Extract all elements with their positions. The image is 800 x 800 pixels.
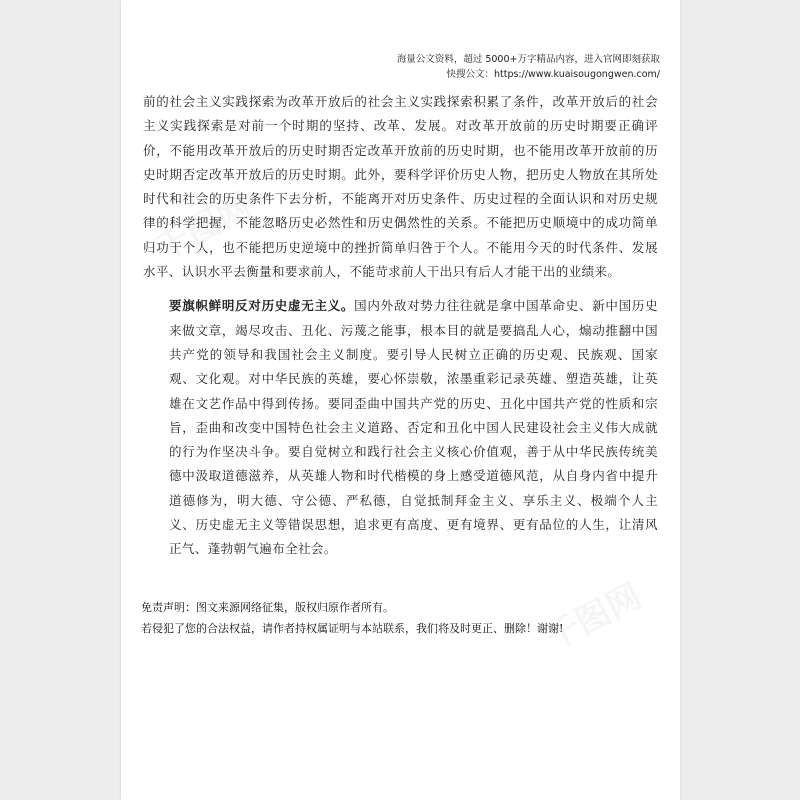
document-page	[121, 0, 680, 800]
document-body	[143, 90, 658, 562]
paragraph-2-body: 国内外敌对势力往往就是拿中国革命史、新中国历史来做文章，竭尽攻击、丑化、污蔑之能事，根本目的就是要搞乱人心，煽动推翻中国共产党的领导和我国社会主义制度。要引导人民树立正确的历史观、民族观、国家观、文化观。对中华民族的英雄，要心怀崇敬，浓墨重彩记录英雄、塑造英雄，让英雄在文艺作品中得到传扬。要同歪曲中国共产党的历史、丑化中国共产党的性质和宗旨，歪曲和改变中国特色社会主义道路、否定和丑化中国人民建设社会主义伟大成就的行为作坚决斗争。要自觉树立和践行社会主义核心价值观，善于从中华民族传统美德中汲取道德滋养，从英雄人物和时代楷模的身上感受道德风范，从自身内省中提升道德修为，明大德、守公德、严私德，自觉抵制拜金主义、享乐主义、极端个人主义、历史虚无主义等错误思想，追求更有高度、更有境界、更有品位的人生，让清风正气、蓬勃朝气遍布全社会。	[169, 298, 658, 557]
disclaimer	[141, 597, 661, 639]
paragraph-2	[143, 294, 658, 561]
paragraph-1: 前的社会主义实践探索为改革开放后的社会主义实践探索积累了条件，改革开放后的社会主义实践探索是对前一个时期的坚持、改革、发展。对改革开放前的历史时期要正确评价，不能用改革开放后的历史时期否定改革开放前的历史时期，也不能用改革开放前的历史时期否定改革开放后的历史时期。此外，要科学评价历史人物，把历史人物放在其所处时代和社会的历史条件下去分析，不能离开对历史条件、历史过程的全面认识和对历史规律的科学把握，不能忽略历史必然性和历史偶然性的关系。不能把历史顺境中的成功简单归功于个人，也不能把历史逆境中的挫折简单归咎于个人。不能用今天的时代条件、发展水平、认识水平去衡量和要求前人，不能苛求前人干出只有后人才能干出的业绩来。	[143, 94, 658, 280]
disclaimer-line-2: 若侵犯了您的合法权益，请作者持权属证明与本站联系，我们将及时更正、删除！谢谢!	[141, 622, 564, 635]
header-promo-line: 海量公文资料，超过 5000+万字精品内容，进入官网即刻获取	[396, 54, 660, 65]
watermark: 千图网	[539, 575, 649, 660]
watermark: 千图网	[149, 185, 259, 270]
page-header	[397, 52, 660, 82]
disclaimer-line-1: 免责声明：图文来源网络征集，版权归原作者所有。	[141, 601, 394, 614]
paragraph-2-lead: 要旗帜鲜明反对历史虚无主义。	[169, 298, 355, 314]
header-url-line[interactable]: 快搜公文：https://www.kuaisougongwen.com/	[446, 69, 660, 80]
